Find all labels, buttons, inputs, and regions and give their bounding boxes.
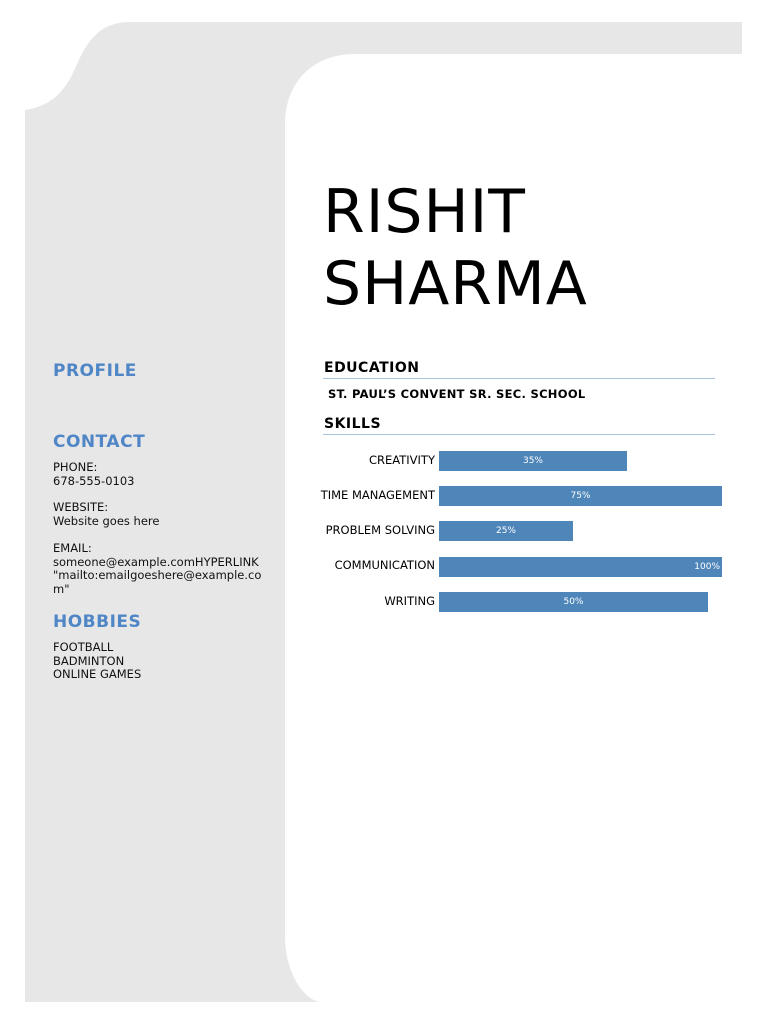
skill-value: 50% bbox=[563, 597, 584, 607]
website-value[interactable]: Website goes here bbox=[53, 513, 160, 528]
profile-heading: PROFILE bbox=[53, 361, 137, 381]
phone-value: 678-555-0103 bbox=[53, 473, 135, 488]
skill-bar bbox=[439, 557, 722, 577]
skills-heading: SKILLS bbox=[324, 416, 382, 432]
hobbies-list bbox=[53, 641, 263, 682]
hobby-item: BADMINTON bbox=[53, 653, 125, 668]
phone-label: PHONE: bbox=[53, 460, 98, 474]
skill-value: 75% bbox=[570, 491, 591, 501]
hobby-item: FOOTBALL bbox=[53, 640, 114, 654]
skill-bar bbox=[439, 451, 627, 471]
skill-label: TIME MANAGEMENT bbox=[320, 488, 435, 502]
email-line-1[interactable]: someone@example.comHYPERLINK bbox=[53, 554, 259, 569]
skill-label: WRITING bbox=[384, 594, 435, 608]
email-label: EMAIL: bbox=[53, 541, 92, 555]
skill-value: 35% bbox=[522, 456, 543, 466]
contact-phone bbox=[53, 461, 263, 488]
education-divider bbox=[323, 378, 715, 379]
skill-label: COMMUNICATION bbox=[334, 558, 435, 572]
contact-website bbox=[53, 501, 263, 528]
contact-email bbox=[53, 542, 263, 596]
email-line-3[interactable]: m" bbox=[53, 581, 70, 596]
email-line-2[interactable]: "mailto:emailgoeshere@example.co bbox=[53, 568, 262, 582]
hobby-item: ONLINE GAMES bbox=[53, 667, 142, 681]
skill-label: PROBLEM SOLVING bbox=[325, 523, 435, 537]
skill-value: 25% bbox=[495, 526, 516, 536]
name-first: RISHIT bbox=[323, 177, 526, 247]
hobbies-heading: HOBBIES bbox=[53, 612, 142, 632]
skill-value: 100% bbox=[694, 562, 720, 572]
contact-heading: CONTACT bbox=[53, 432, 146, 452]
skill-bar bbox=[439, 592, 708, 612]
skill-label: CREATIVITY bbox=[369, 453, 435, 467]
skill-bar bbox=[439, 521, 573, 541]
education-school: ST. PAUL’S CONVENT SR. SEC. SCHOOL bbox=[328, 387, 586, 401]
education-heading: EDUCATION bbox=[324, 360, 420, 376]
skills-divider bbox=[323, 434, 715, 435]
name-last: SHARMA bbox=[323, 249, 588, 319]
website-label: WEBSITE: bbox=[53, 500, 109, 514]
skill-bar bbox=[439, 486, 722, 506]
